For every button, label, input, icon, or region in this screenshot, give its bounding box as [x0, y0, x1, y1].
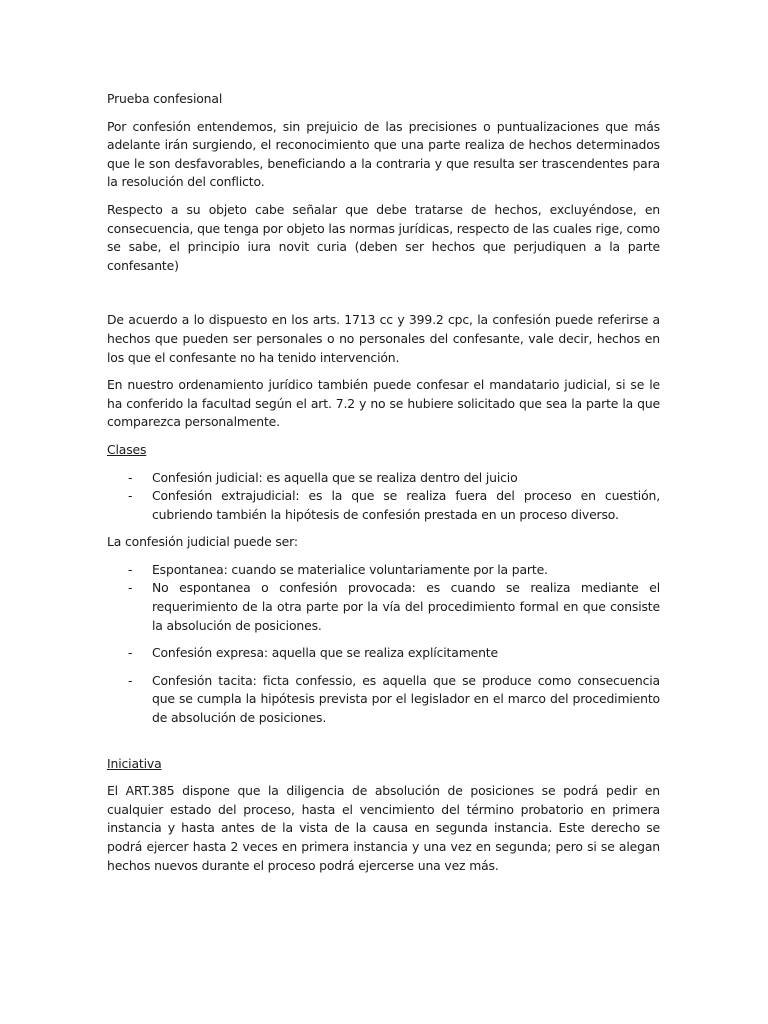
document-page	[107, 90, 660, 884]
list-item-text: Confesión judicial: es aquella que se realiza dentro del juicio	[152, 469, 518, 485]
list-item-text: Confesión tacita: ficta confessio, es aquella que se produce como consecuencia que se cumpla la hipótesis prevista por el legislador en el marco del procedimiento de absolución de posiciones.	[152, 672, 660, 726]
paragraph-mandatario: En nuestro ordenamiento jurídico también puede confesar el mandatario judicial, si se le ha conferido la facultad según el art. 7.2 y no se hubiere solicitado que sea la parte la que comparezca personalmente.	[107, 377, 660, 430]
dash-bullet: -	[128, 488, 133, 504]
dash-bullet: -	[128, 645, 133, 661]
paragraph-definition: Por confesión entendemos, sin prejuicio de las precisiones o puntualizaciones que más adelante irán surgiendo, el reconocimiento que una parte realiza de hechos determinados que le son desfavorables, beneficiando a la contraria y que resulta ser trascendentes para la resolución del conflicto.	[107, 118, 660, 190]
list-item	[107, 561, 660, 580]
expresa-list	[107, 644, 660, 663]
dash-bullet: -	[128, 672, 133, 688]
paragraph-judicial-intro: La confesión judicial puede ser:	[107, 534, 298, 550]
list-item-text: Espontanea: cuando se materialice voluntariamente por la parte.	[152, 561, 548, 577]
list-item-text: No espontanea o confesión provocada: es cuando se realiza mediante el requerimiento de la otra parte por la vía del procedimiento formal en que consiste la absolución de posiciones.	[152, 580, 660, 633]
list-item	[107, 644, 660, 663]
judicial-list	[107, 561, 660, 635]
section-heading-clases: Clases	[107, 441, 147, 457]
document-title: Prueba confesional	[107, 91, 223, 106]
paragraph-object: Respecto a su objeto cabe señalar que debe tratarse de hechos, excluyéndose, en consecuencia, que tenga por objeto las normas jurídicas, respecto de las cuales rige, como se sabe, el principio iura novit curia (deben ser hechos que perjudiquen a la parte confesante)	[107, 201, 660, 273]
clases-list	[107, 469, 660, 525]
list-item	[107, 579, 660, 635]
list-item	[107, 672, 660, 728]
list-item-text: Confesión extrajudicial: es la que se realiza fuera del proceso en cuestión, cubriendo también la hipótesis de confesión prestada en un proceso diverso.	[152, 488, 660, 522]
dash-bullet: -	[128, 580, 133, 596]
list-item	[107, 487, 660, 524]
list-item	[107, 469, 660, 488]
paragraph-iniciativa: El ART.385 dispone que la diligencia de absolución de posiciones se podrá pedir en cualquier estado del proceso, hasta el vencimiento del término probatorio en primera instancia y hasta antes de la vista de la causa en segunda instancia. Este derecho se podrá ejercer hasta 2 veces en primera instancia y una vez en segunda; pero si se alegan hechos nuevos durante el proceso podrá ejercerse una vez más.	[107, 783, 660, 873]
section-heading-iniciativa: Iniciativa	[107, 755, 162, 771]
paragraph-arts: De acuerdo a lo dispuesto en los arts. 1713 cc y 399.2 cpc, la confesión puede referirse a hechos que pueden ser personales o no personales del confesante, vale decir, hechos en los que el confesante no ha tenido intervención.	[107, 312, 660, 365]
tacita-list	[107, 672, 660, 728]
list-item-text: Confesión expresa: aquella que se realiza explícitamente	[152, 645, 498, 661]
dash-bullet: -	[128, 561, 133, 577]
dash-bullet: -	[128, 469, 133, 485]
